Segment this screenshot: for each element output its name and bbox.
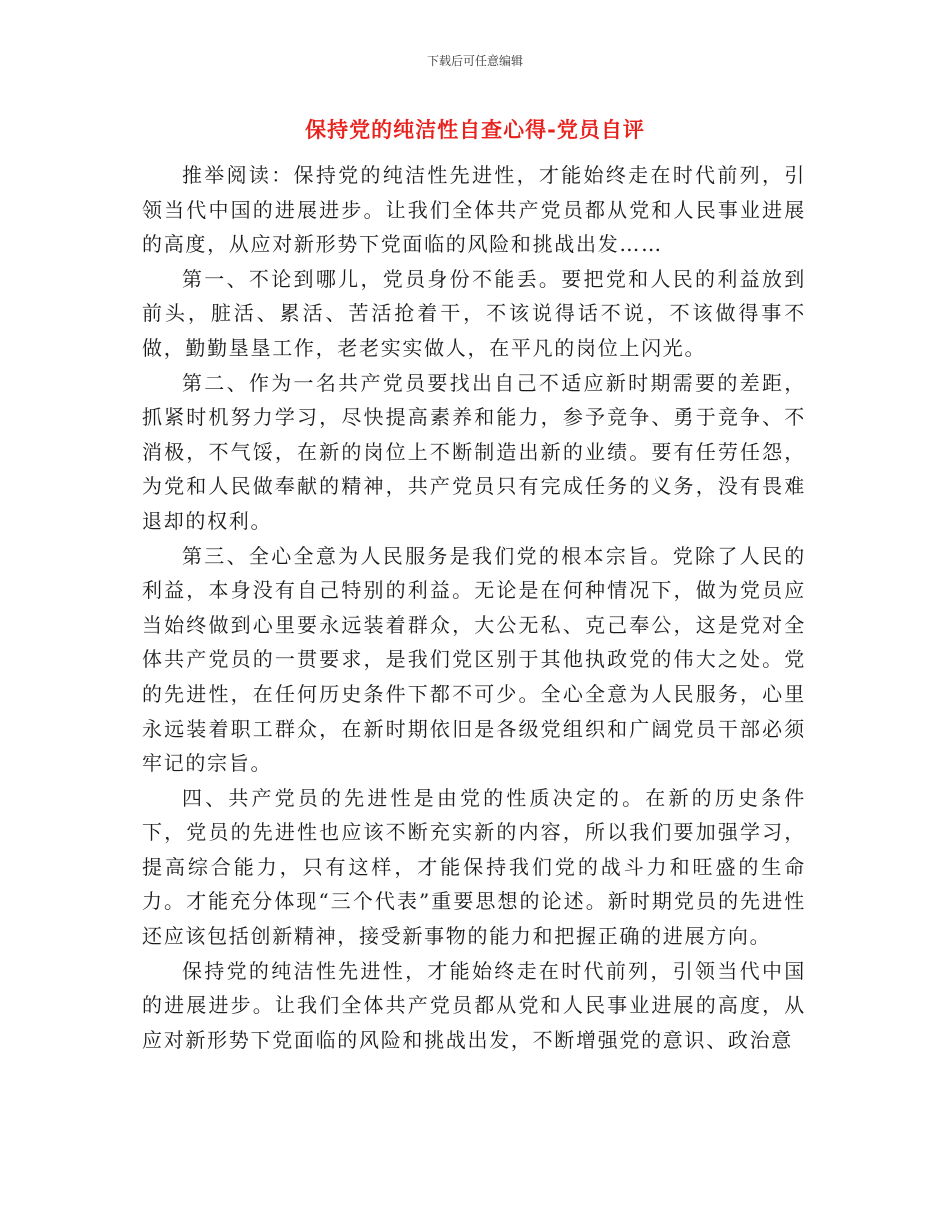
paragraph-first: 第一、不论到哪儿，党员身份不能丢。要把党和人民的利益放到前头，脏活、累活、苦活抢着干，不该说得话不说，不该做得事不做，勤勤垦垦工作，老老实实做人，在平凡的岗位上闪光。: [142, 266, 806, 360]
paragraph-closing: 保持党的纯洁性先进性，才能始终走在时代前列，引领当代中国的进展进步。让我们全体共产党员都从党和人民事业进展的高度，从应对新形势下党面临的风险和挑战出发，不断增强党的意识、政治意: [142, 958, 806, 1052]
document-title: 保持党的纯洁性自查心得-党员自评: [305, 118, 645, 142]
document-body: [142, 158, 806, 1057]
paragraph-third: 第三、全心全意为人民服务是我们党的根本宗旨。党除了人民的利益，本身没有自己特别的利益。无论是在何种情况下，做为党员应当始终做到心里要永远装着群众，大公无私、克己奉公，这是党对全体共产党员的一贯要求，是我们党区别于其他执政党的伟大之处。党的先进性，在任何历史条件下都不可少。全心全意为人民服务，心里永远装着职工群众，在新时期依旧是各级党组织和广阔党员干部必须牢记的宗旨。: [142, 543, 806, 776]
paragraph-second: 第二、作为一名共产党员要找出自己不适应新时期需要的差距，抓紧时机努力学习，尽快提高素养和能力，参予竞争、勇于竞争、不消极，不气馁，在新的岗位上不断制造出新的业绩。要有任劳任怨，为党和人民做奉献的精神，共产党员只有完成任务的义务，没有畏难退却的权利。: [142, 370, 806, 533]
paragraph-fourth: 四、共产党员的先进性是由党的性质决定的。在新的历史条件下，党员的先进性也应该不断充实新的内容，所以我们要加强学习，提高综合能力，只有这样，才能保持我们党的战斗力和旺盛的生命力。才能充分体现“三个代表”重要思想的论述。新时期党员的先进性还应该包括创新精神，接受新事物的能力和把握正确的进展方向。: [142, 785, 806, 949]
page-header-note: 下载后可任意编辑: [426, 54, 523, 68]
paragraph-intro: 推举阅读：保持党的纯洁性先进性，才能始终走在时代前列，引领当代中国的进展进步。让我们全体共产党员都从党和人民事业进展的高度，从应对新形势下党面临的风险和挑战出发……: [142, 163, 806, 257]
